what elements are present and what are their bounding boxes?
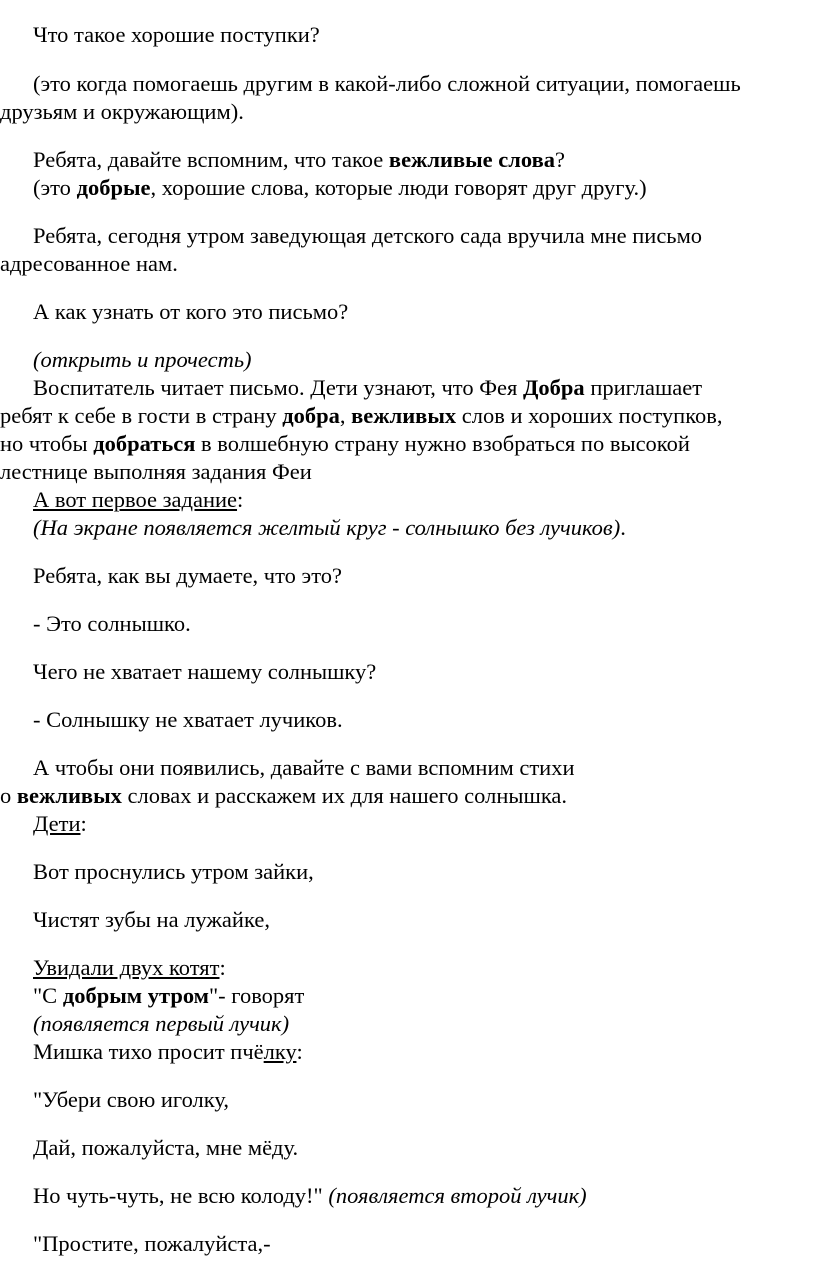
narration-line2: ребят к себе в гости в страну добра, вежливых слов и хороших поступков, [0,403,723,428]
answer-good-deeds-line1: (это когда помогаешь другим в какой-либо сложной ситуации, помогаешь [33,71,741,96]
poem-intro-line1: А чтобы они появились, давайте с вами вспомним стихи [33,755,575,780]
poem-line4: "С добрым утром"- говорят [33,983,305,1008]
answer-good-deeds-line2: друзьям и окружающим). [0,99,244,124]
poem-line6: "Убери свою иголку, [33,1087,230,1112]
letter-intro-line2: адресованное нам. [0,251,178,276]
question-missing: Чего не хватает нашему солнышку? [33,659,377,684]
poem-line8: Но чуть-чуть, не всю колоду!" (появляется второй лучик) [33,1183,587,1208]
answer-sun: - Это солнышко. [33,611,191,636]
question-what-is-it: Ребята, как вы думаете, что это? [33,563,342,588]
children-label: Дети: [33,811,87,836]
poem-line5: Мишка тихо просит пчёлку: [33,1039,303,1064]
stage-direction-sun: (На экране появляется желтый круг - солнышко без лучиков). [33,515,626,540]
poem-line3: Увидали двух котят: [33,955,226,980]
question-good-deeds: Что такое хорошие поступки? [33,22,320,47]
letter-intro-line1: Ребята, сегодня утром заведующая детского сада вручила мне письмо [33,223,703,248]
question-polite-words: Ребята, давайте вспомним, что такое вежливые слова? [33,147,565,172]
poem-intro-line2: о вежливых словах и расскажем их для нашего солнышка. [0,783,568,808]
poem-line1: Вот проснулись утром зайки, [33,859,314,884]
answer-rays: - Солнышку не хватает лучиков. [33,707,343,732]
narration-line4: лестнице выполняя задания Феи [0,459,312,484]
first-task-heading: А вот первое задание: [33,487,244,512]
question-letter-sender: А как узнать от кого это письмо? [33,299,349,324]
poem-line7: Дай, пожалуйста, мне мёду. [33,1135,299,1160]
poem-line9: "Простите, пожалуйста,- [33,1231,271,1256]
stage-direction-first-ray: (появляется первый лучик) [33,1011,290,1036]
poem-line2: Чистят зубы на лужайке, [33,907,270,932]
narration-line3: но чтобы добраться в волшебную страну нужно взобраться по высокой [0,431,690,456]
narration-line1: Воспитатель читает письмо. Дети узнают, что Фея Добра приглашает [33,375,703,400]
stage-direction-open-letter: (открыть и прочесть) [33,347,252,372]
answer-polite-words: (это добрые, хорошие слова, которые люди говорят друг другу.) [33,175,647,200]
